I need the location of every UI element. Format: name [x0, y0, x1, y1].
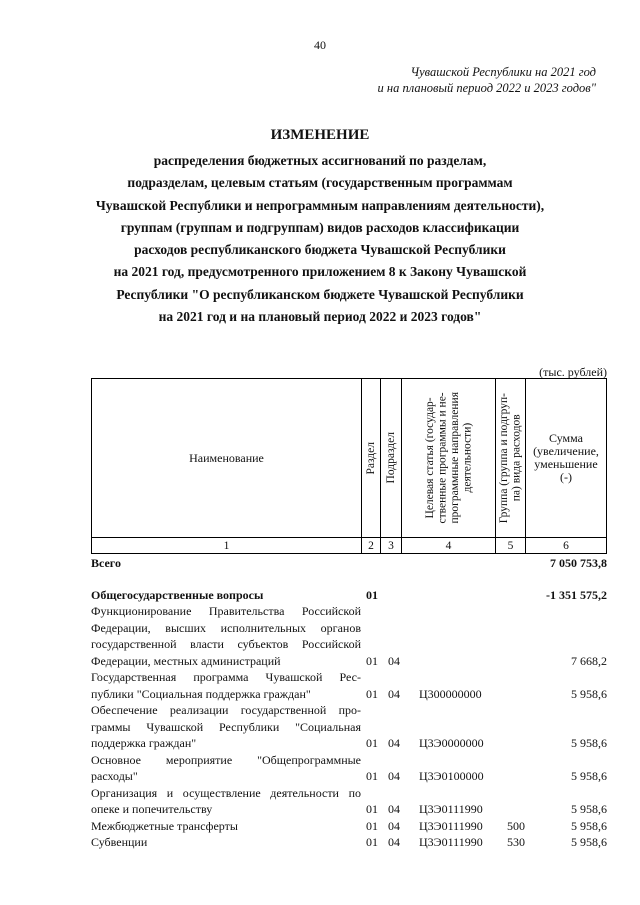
document-title: ИЗМЕНЕНИЕ	[270, 127, 370, 143]
row-sum: 7 050 753,8	[550, 556, 607, 570]
row-sum: 5 958,6	[571, 835, 607, 849]
header-razdel: Раздел	[364, 441, 377, 475]
row-razdel: 01	[366, 802, 378, 816]
row-razdel: 01	[366, 818, 378, 833]
row-name: Всего	[91, 556, 121, 570]
header-note	[378, 64, 596, 96]
row-sum: 7 668,2	[571, 653, 607, 668]
row-podrazdel: 04	[388, 818, 400, 833]
column-number: 4	[445, 540, 452, 552]
header-name: Наименование	[189, 450, 264, 465]
page-number: 40	[314, 38, 326, 52]
units-note: (тыс. рублей)	[539, 365, 607, 379]
subtitle-line: на 2021 год, предусмотренного приложением 8 к Закону Чувашской	[113, 264, 527, 280]
subtitle-line: группам (группам и подгруппам) видов расходов классификации	[120, 219, 520, 235]
row-podrazdel: 04	[388, 802, 400, 816]
column-number: 2	[368, 540, 374, 552]
row-target: Ц3Э0000000	[419, 736, 484, 750]
row-group: 530	[507, 835, 525, 849]
subtitle-line: расходов республиканского бюджета Чувашской Республики	[134, 242, 506, 258]
row-name: Основное мероприятие "Общепрограммные расходы"	[91, 752, 361, 783]
row-podrazdel: 04	[388, 769, 400, 783]
subtitle-line: подразделам, целевым статьям (государственным программам	[127, 175, 513, 191]
row-podrazdel: 04	[388, 736, 400, 750]
row-target: Ц3Э0111990	[419, 818, 483, 833]
row-target: Ц3Э0100000	[419, 769, 484, 783]
header-podrazdel: Подраздел	[384, 432, 397, 484]
row-razdel: 01	[366, 588, 378, 602]
row-razdel: 01	[366, 835, 378, 849]
row-name: Государственная программа Чувашской Рес- публики "Социальная поддержка граждан"	[91, 670, 361, 701]
row-razdel: 01	[366, 653, 378, 668]
row-sum: -1 351 575,2	[546, 588, 607, 602]
subtitle-line: Чувашской Республики и непрограммным направлениям деятельности),	[95, 197, 545, 213]
header-target: Целевая статья (государ- ственные программы и не- программные направления деятельности)	[423, 392, 473, 524]
column-number: 3	[388, 540, 394, 552]
header-group: Группа (группа и подгруп- па) вида расходов	[498, 392, 523, 524]
row-sum: 5 958,6	[571, 736, 607, 750]
row-name: Общегосударственные вопросы	[91, 588, 264, 602]
header-note-line: Чувашской Республики на 2021 год	[410, 65, 596, 79]
column-number: 1	[223, 540, 230, 552]
subtitle-line: Республики "О республиканском бюджете Чувашской Республики	[116, 286, 524, 302]
row-name: Обеспечение реализации государственной про- граммы Чувашской Республики "Социальная поддержка граждан"	[91, 703, 361, 750]
row-sum: 5 958,6	[571, 802, 607, 816]
row-name: Межбюджетные трансферты	[91, 818, 238, 833]
column-number: 6	[563, 540, 569, 552]
row-podrazdel: 04	[388, 653, 400, 668]
row-sum: 5 958,6	[571, 769, 607, 783]
row-target: Ц3Э0111990	[419, 802, 483, 816]
row-podrazdel: 04	[388, 835, 400, 849]
header-note-line: и на плановый период 2022 и 2023 годов"	[377, 81, 596, 95]
row-sum: 5 958,6	[571, 818, 607, 833]
document-subtitle	[80, 150, 560, 328]
row-target: Ц300000000	[419, 686, 482, 701]
row-sum: 5 958,6	[571, 686, 607, 701]
header-sum: Сумма (увеличение, уменьшение (-)	[533, 431, 599, 484]
row-razdel: 01	[366, 736, 378, 750]
column-number: 5	[507, 540, 514, 552]
row-name: Субвенции	[91, 835, 148, 849]
subtitle-line: на 2021 год и на плановый период 2022 и 2023 годов"	[158, 309, 482, 325]
row-razdel: 01	[366, 686, 378, 701]
row-target: Ц3Э0111990	[419, 835, 483, 849]
table-header	[91, 378, 607, 554]
subtitle-line: распределения бюджетных ассигнований по разделам,	[153, 153, 487, 168]
row-name: Функционирование Правительства Российской Федерации, высших исполнительных органов государственной власти субъектов Российской Федерации, местных администраций	[91, 604, 361, 668]
row-name: Организация и осуществление деятельности по опеке и попечительству	[91, 785, 361, 816]
row-podrazdel: 04	[388, 686, 400, 701]
row-group: 500	[507, 818, 525, 833]
row-razdel: 01	[366, 769, 378, 783]
